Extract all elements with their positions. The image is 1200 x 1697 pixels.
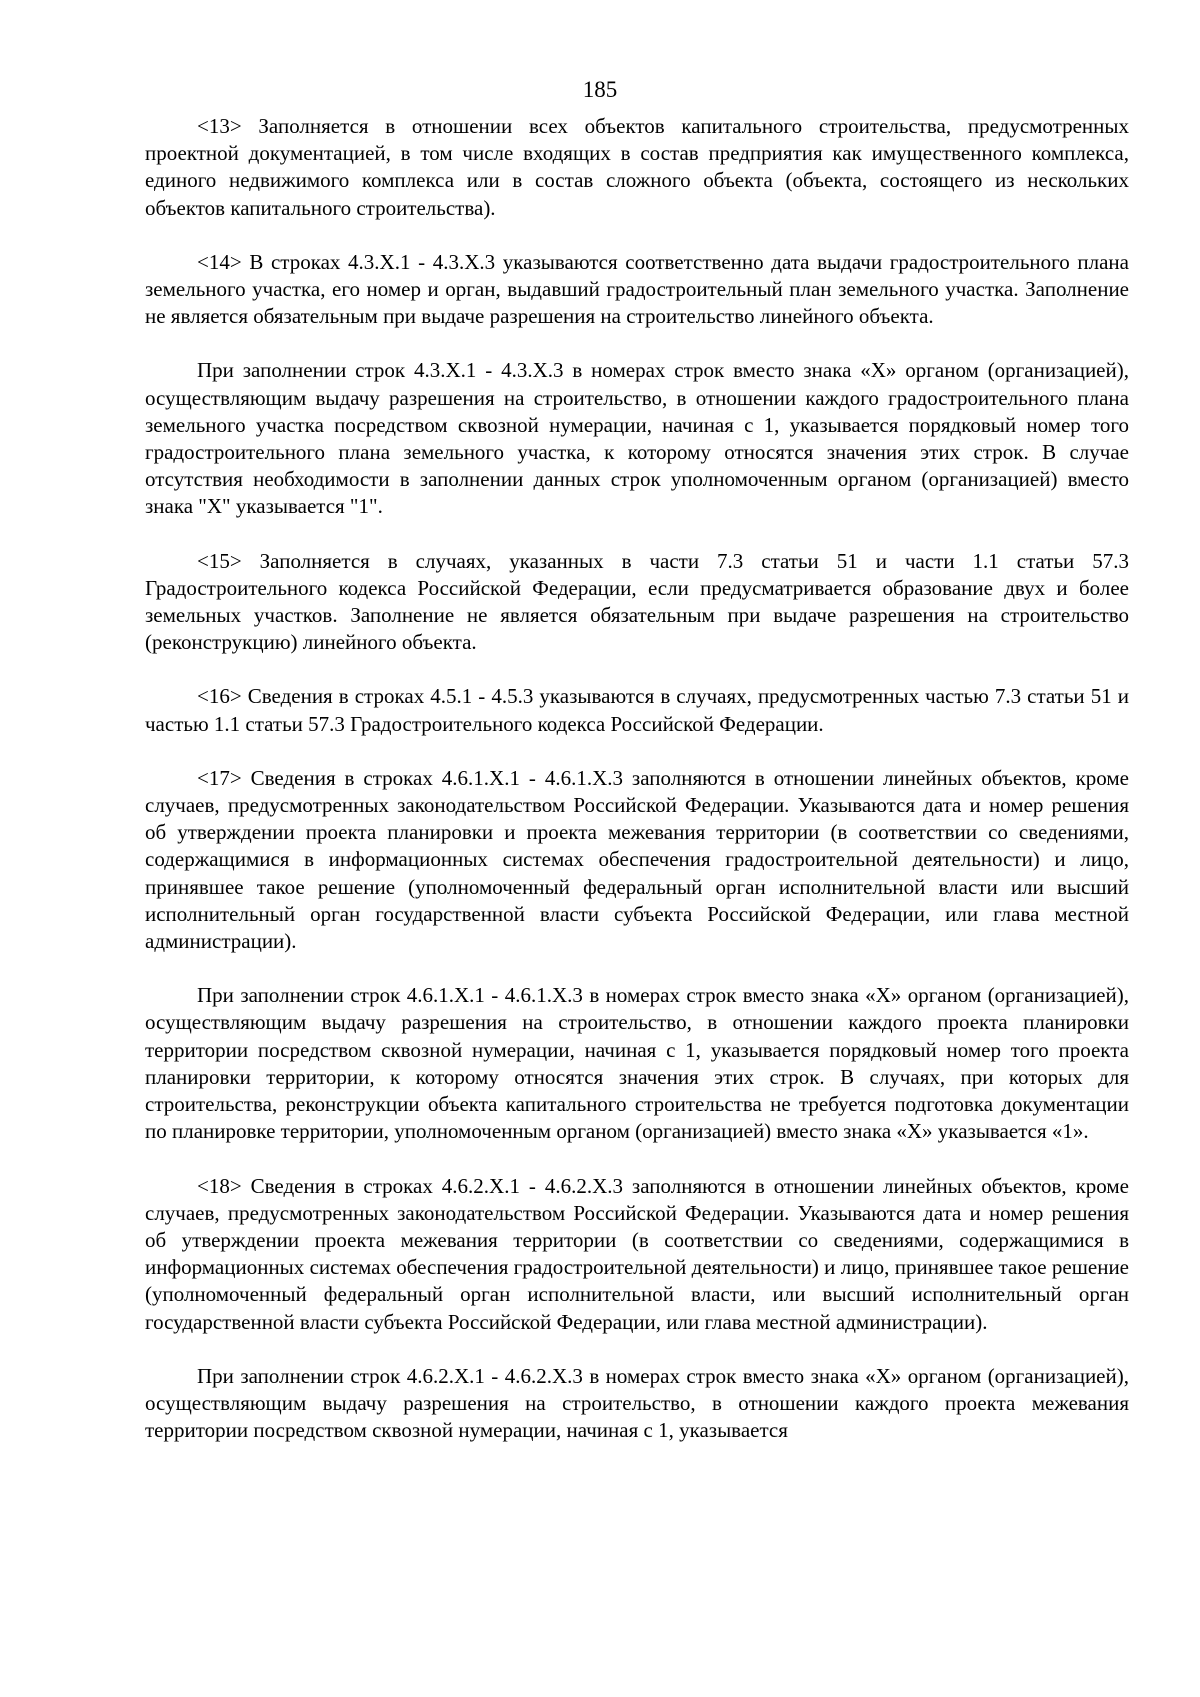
- paragraph-note-18: <18> Сведения в строках 4.6.2.X.1 - 4.6.2.X.3 заполняются в отношении линейных объектов, кроме случаев, предусмотренных законодательством Российской Федерации. Указываются дата и номер решения об утверждении проекта межевания территории (в соответствии со сведениями, содержащимися в информационных системах обеспечения градостроительной деятельности) и лицо, принявшее такое решение (уполномоченный федеральный орган исполнительной власти, или высший исполнительный орган государственной власти субъекта Российской Федерации, или глава местной администрации).: [145, 1173, 1129, 1334]
- paragraph-note-14: <14> В строках 4.3.X.1 - 4.3.X.3 указываются соответственно дата выдачи градостроительного плана земельного участка, его номер и орган, выдавший градостроительный план земельного участка. Заполнение не является обязательным при выдаче разрешения на строительство линейного объекта.: [145, 249, 1129, 329]
- page-number: 185: [582, 77, 618, 102]
- paragraph-note-16: <16> Сведения в строках 4.5.1 - 4.5.3 указываются в случаях, предусмотренных частью 7.3 статьи 51 и частью 1.1 статьи 57.3 Градостроительного кодекса Российской Федерации.: [145, 684, 1129, 736]
- paragraph-note-15: <15> Заполняется в случаях, указанных в части 7.3 статьи 51 и части 1.1 статьи 57.3 Градостроительного кодекса Российской Федерации, если предусматривается образование двух и более земельных участков. Заполнение не является обязательным при выдаче разрешения на строительство (реконструкцию) линейного объекта.: [145, 548, 1129, 655]
- document-body: [145, 113, 1129, 1444]
- paragraph-note-13: <13> Заполняется в отношении всех объектов капитального строительства, предусмотренных проектной документацией, в том числе входящих в состав предприятия как имущественного комплекса, единого недвижимого комплекса или в состав сложного объекта (объекта, состоящего из нескольких объектов капитального строительства).: [145, 114, 1129, 220]
- paragraph-note-17-continuation: При заполнении строк 4.6.1.X.1 - 4.6.1.X.3 в номерах строк вместо знака «X» органом (организацией), осуществляющим выдачу разрешения на строительство, в отношении каждого проекта планировки территории посредством сквозной нумерации, начиная с 1, указывается порядковый номер того проекта планировки территории, к которому относятся значения этих строк. В случаях, при которых для строительства, реконструкции объекта капитального строительства не требуется подготовка документации по планировке территории, уполномоченным органом (организацией) вместо знака «X» указывается «1».: [145, 983, 1129, 1144]
- paragraph-note-18-continuation: При заполнении строк 4.6.2.X.1 - 4.6.2.X.3 в номерах строк вместо знака «X» органом (организацией), осуществляющим выдачу разрешения на строительство, в отношении каждого проекта межевания территории посредством сквозной нумерации, начиная с 1, указывается: [145, 1363, 1129, 1443]
- paragraph-note-17: <17> Сведения в строках 4.6.1.X.1 - 4.6.1.X.3 заполняются в отношении линейных объектов, кроме случаев, предусмотренных законодательством Российской Федерации. Указываются дата и номер решения об утверждении проекта планировки и проекта межевания территории (в соответствии со сведениями, содержащимися в информационных системах обеспечения градостроительной деятельности) и лицо, принявшее такое решение (уполномоченный федеральный орган исполнительной власти или высший исполнительный орган государственной власти субъекта Российской Федерации, или глава местной администрации).: [145, 765, 1129, 954]
- paragraph-note-14-continuation: При заполнении строк 4.3.X.1 - 4.3.X.3 в номерах строк вместо знака «X» органом (организацией), осуществляющим выдачу разрешения на строительство, в отношении каждого градостроительного плана земельного участка посредством сквозной нумерации, начиная с 1, указывается порядковый номер того градостроительного плана земельного участка, к которому относятся значения этих строк. В случае отсутствия необходимости в заполнении данных строк уполномоченным органом (организацией) вместо знака "X" указывается "1".: [145, 358, 1129, 519]
